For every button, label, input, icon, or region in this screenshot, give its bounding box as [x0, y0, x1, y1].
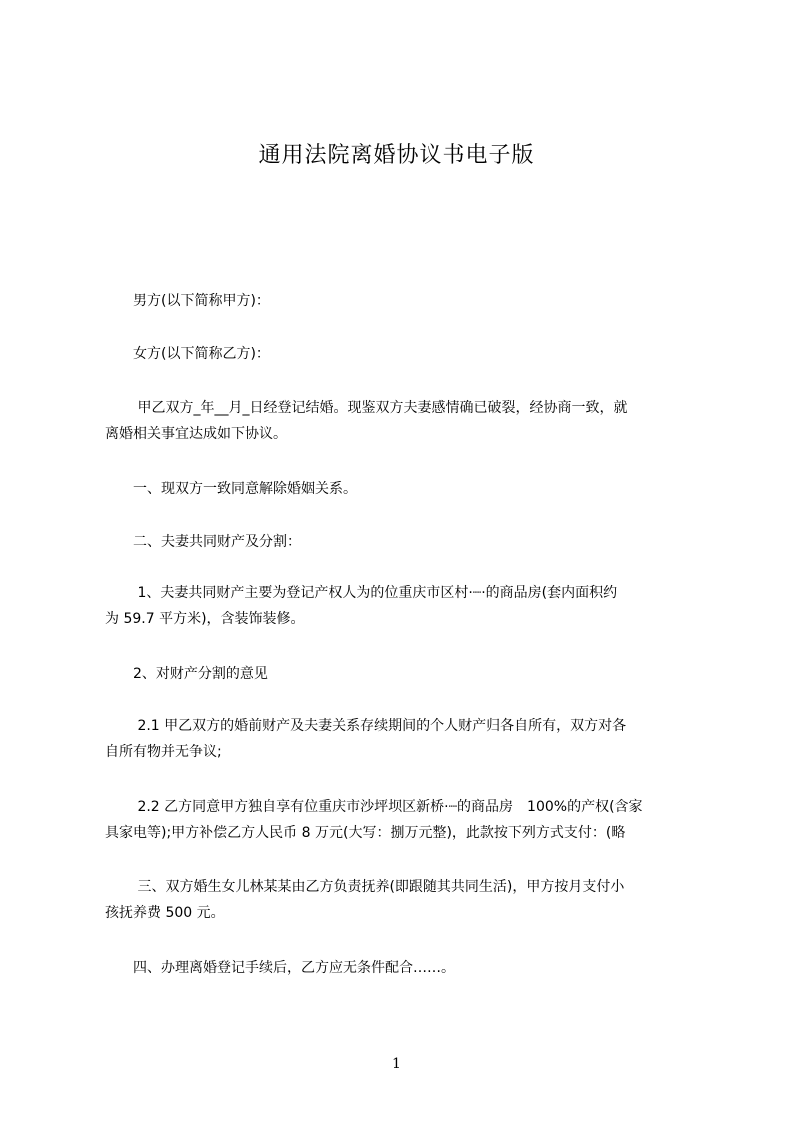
paragraph-clause-2-2: [105, 794, 705, 846]
paragraph-clause-two: [105, 529, 705, 555]
paragraph-line: 四、办理离婚登记手续后，乙方应无条件配合……。: [105, 960, 455, 976]
paragraph-line: 为 59.7 平方米)，含装饰装修。: [105, 611, 305, 627]
paragraph-line: 男方(以下简称甲方)：: [105, 293, 270, 309]
paragraph-female-party: [105, 341, 705, 367]
paragraph-clause-four: [105, 955, 705, 981]
paragraph-line: 1、夫妻共同财产主要为登记产权人为的位重庆市区村·┈·的商品房(套内面积约: [105, 585, 618, 601]
paragraph-line: 2.1 甲乙双方的婚前财产及夫妻关系存续期间的个人财产归各自所有，双方对各: [105, 718, 627, 734]
paragraph-line: 孩抚养费 500 元。: [105, 905, 225, 921]
paragraph-division-opinion: [105, 661, 705, 687]
paragraph-line: 二、夫妻共同财产及分割：: [105, 534, 301, 550]
paragraph-male-party: [105, 288, 705, 314]
paragraph-line: 离婚相关事宜达成如下协议。: [105, 426, 287, 442]
paragraph-line: 自所有物并无争议;: [105, 744, 222, 760]
paragraph-joint-property: [105, 580, 705, 632]
paragraph-clause-2-1: [105, 713, 705, 765]
paragraph-marriage-registration: [105, 395, 705, 447]
paragraph-line: 甲乙双方_年__月_日经登记结婚。现鉴双方夫妻感情确已破裂，经协商一致，就: [105, 400, 628, 416]
paragraph-line: 2、对财产分割的意见: [105, 666, 268, 682]
paragraph-clause-three: [105, 874, 705, 926]
page-number: 1: [392, 1056, 401, 1072]
paragraph-clause-one: [105, 476, 705, 502]
paragraph-line: 三、双方婚生女儿林某某由乙方负责抚养(即跟随其共同生活)，甲方按月支付小: [105, 879, 625, 895]
paragraph-line: 具家电等);甲方补偿乙方人民币 8 万元(大写：捌万元整)，此款按下列方式支付：(略: [105, 825, 626, 841]
document-title: 通用法院离婚协议书电子版: [258, 143, 535, 168]
paragraph-line: 2.2 乙方同意甲方独自享有位重庆市沙坪坝区新桥·┈的商品房 100%的产权(含家: [105, 799, 643, 815]
paragraph-line: 一、现双方一致同意解除婚姻关系。: [105, 481, 357, 497]
paragraph-line: 女方(以下简称乙方)：: [105, 346, 270, 362]
